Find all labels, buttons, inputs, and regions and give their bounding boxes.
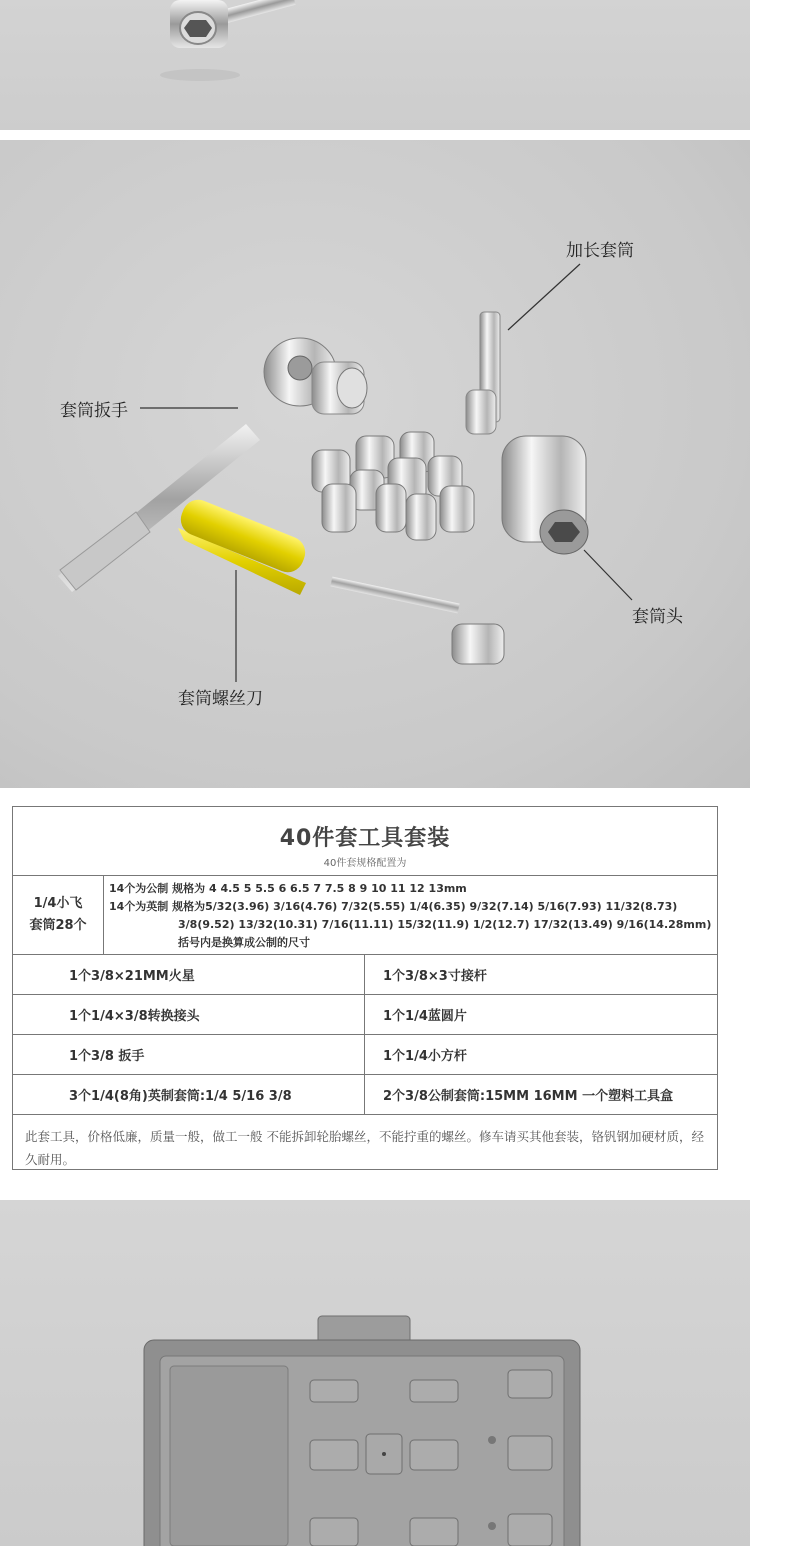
spec-cell-right: 1个1/4小方杆 xyxy=(383,1049,467,1064)
product-photo-top xyxy=(0,0,750,130)
tool-case-photo xyxy=(0,1200,750,1546)
extension-bar-leader-line xyxy=(508,264,580,330)
spec-row xyxy=(13,1035,717,1075)
callout-socket-wrench: 套筒扳手 xyxy=(60,401,128,421)
product-components-photo xyxy=(0,140,750,788)
spec-table xyxy=(12,806,718,1170)
socket-tip-illustration xyxy=(0,0,750,130)
spec-cell-left: 1个1/4×3/8转换接头 xyxy=(13,995,365,1034)
spec-cell-right: 1个1/4蓝圆片 xyxy=(383,1009,467,1024)
socket-spec-line: 括号内是换算成公制的尺寸 xyxy=(178,936,310,949)
extension-bar xyxy=(466,312,500,434)
socket-spec-row xyxy=(13,876,717,955)
spec-cell-left: 1个3/8 扳手 xyxy=(13,1035,365,1074)
callout-socket-head: 套筒头 xyxy=(632,607,683,627)
small-socket-set xyxy=(312,432,474,540)
socket-head-leader-line xyxy=(584,550,632,600)
spec-header xyxy=(13,807,717,876)
large-socket xyxy=(502,436,588,554)
socket-label-line: 套筒28个 xyxy=(29,918,87,933)
socket-spec-line: 14个为公制 规格为 4 4.5 5 5.5 6 6.5 7 7.5 8 9 10 11 12 13mm xyxy=(109,882,467,895)
callout-extension-bar: 加长套筒 xyxy=(566,241,634,261)
socket-spec-detail xyxy=(104,876,717,954)
socket-label-line: 1/4小飞 xyxy=(33,896,83,911)
spec-row xyxy=(13,955,717,995)
socket-spec-label xyxy=(13,876,104,954)
spec-cell-right: 2个3/8公制套筒:15MM 16MM 一个塑料工具盒 xyxy=(383,1089,674,1104)
spec-title: 40件套工具套装 xyxy=(279,826,451,851)
spec-note: 此套工具，价格低廉，质量一般，做工一般 不能拆卸轮胎螺丝，不能拧重的螺丝。修车请买其他套装，铬钒钢加硬材质，经久耐用。 xyxy=(25,1129,704,1167)
socket-spec-line: 3/8(9.52) 13/32(10.31) 7/16(11.11) 15/32(11.9) 1/2(12.7) 17/32(13.49) 9/16(14.28mm) xyxy=(178,918,712,931)
tool-case-illustration xyxy=(0,1200,750,1546)
spec-row xyxy=(13,1075,717,1115)
spec-cell-left: 3个1/4(8角)英制套筒:1/4 5/16 3/8 xyxy=(13,1075,365,1114)
socket-spec-line: 14个为英制 规格为5/32(3.96) 3/16(4.76) 7/32(5.55) 1/4(6.35) 9/32(7.14) 5/16(7.93) 11/32(8.73) xyxy=(109,900,678,913)
spec-cell-left: 1个3/8×21MM火星 xyxy=(13,955,365,994)
callout-socket-screwdriver: 套筒螺丝刀 xyxy=(178,689,263,709)
spec-row xyxy=(13,995,717,1035)
spec-cell-right: 1个3/8×3寸接杆 xyxy=(383,969,487,984)
tool-components-illustration xyxy=(0,140,750,788)
spec-subtitle: 40件套规格配置为 xyxy=(323,858,407,869)
